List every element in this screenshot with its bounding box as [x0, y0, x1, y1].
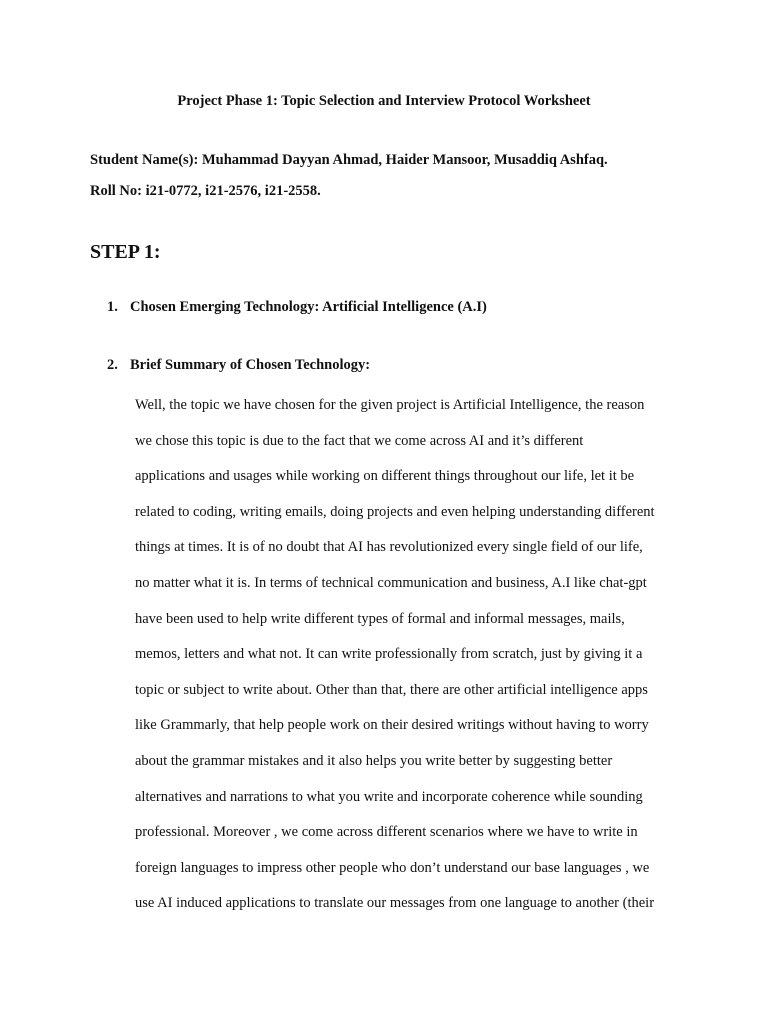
- paragraph-line: memos, letters and what not. It can write professionally from scratch, just by giving it a: [135, 646, 643, 663]
- student-names: Student Name(s): Muhammad Dayyan Ahmad, Haider Mansoor, Musaddiq Ashfaq.: [90, 152, 608, 168]
- paragraph-line: things at times. It is of no doubt that AI has revolutionized every single field of our life,: [135, 539, 643, 556]
- roll-numbers: Roll No: i21-0772, i21-2576, i21-2558.: [90, 183, 321, 199]
- paragraph-line: foreign languages to impress other people who don’t understand our base languages , we: [135, 859, 650, 876]
- paragraph-line: like Grammarly, that help people work on their desired writings without having to worry: [135, 717, 649, 734]
- list-item-text: Chosen Emerging Technology: Artificial Intelligence (A.I): [130, 299, 487, 315]
- paragraph-line: topic or subject to write about. Other than that, there are other artificial intelligence apps: [135, 681, 648, 698]
- paragraph-line: no matter what it is. In terms of technical communication and business, A.I like chat-gpt: [135, 574, 647, 591]
- paragraph-line: Well, the topic we have chosen for the given project is Artificial Intelligence, the reason: [135, 397, 645, 413]
- paragraph-line: we chose this topic is due to the fact that we come across AI and it’s different: [135, 432, 584, 449]
- list-item-brief-summary: [107, 357, 370, 374]
- step-heading: STEP 1:: [90, 241, 161, 263]
- list-number: 2.: [107, 357, 118, 373]
- list-item-chosen-technology: [107, 299, 487, 316]
- paragraph-line: alternatives and narrations to what you write and incorporate coherence while sounding: [135, 788, 643, 805]
- paragraph-line: professional. Moreover , we come across different scenarios where we have to write in: [135, 824, 638, 841]
- paragraph-line: related to coding, writing emails, doing projects and even helping understanding different: [135, 503, 655, 520]
- paragraph-line: have been used to help write different types of formal and informal messages, mails,: [135, 610, 625, 627]
- paragraph-line: applications and usages while working on different things throughout our life, let it be: [135, 468, 635, 485]
- document-title: Project Phase 1: Topic Selection and Interview Protocol Worksheet: [177, 93, 591, 109]
- list-number: 1.: [107, 299, 118, 315]
- list-item-text: Brief Summary of Chosen Technology:: [130, 357, 371, 373]
- summary-paragraph: [135, 394, 695, 928]
- paragraph-line: about the grammar mistakes and it also helps you write better by suggesting better: [135, 752, 613, 769]
- paragraph-line: use AI induced applications to translate our messages from one language to another (their: [135, 895, 655, 912]
